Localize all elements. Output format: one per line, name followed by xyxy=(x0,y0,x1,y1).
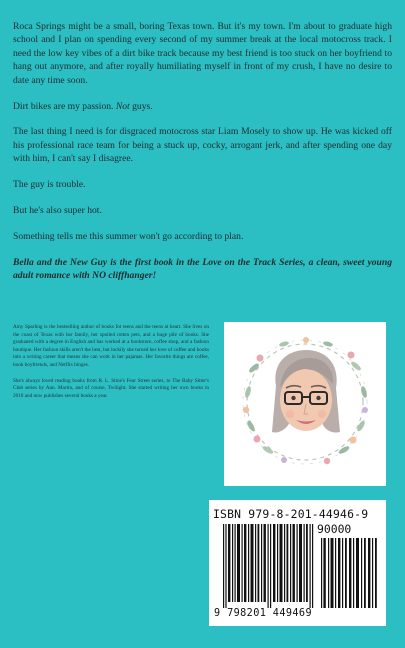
blurb-paragraph xyxy=(13,100,392,113)
author-bio xyxy=(13,324,209,408)
blurb-text: guys. xyxy=(129,100,153,112)
price-code: 90000 xyxy=(317,522,352,536)
blurb-paragraph: The guy is trouble. xyxy=(13,179,86,191)
isbn-barcode xyxy=(209,500,386,626)
bio-paragraph: Amy Sparling is the bestselling author of books for teens and the teens at heart. She lives on the coast of Texas with her family, her spoiled rotten pets, and a huge pile of books. She graduated with a degree in English and has worked at a bookstore, coffee shop, and a fashion boutique. Her fashion skills aren't the best, but luckily she turned her love of coffee and books into a writing career that means she can work in her pajamas. Her favorite things are coffee, book boyfriends, and Netflix binges. xyxy=(13,324,209,368)
bio-paragraph: She's always loved reading books from R. L. Stine's Fear Street series, to The Baby Sitter's Club series by Ann. Martin, and of course, Twilight. She started writing her own books in 2010 and now publishes several books a year. xyxy=(13,377,209,399)
ean-digits: 9 798201 449469 xyxy=(214,608,313,619)
series-tagline: Bella and the New Guy is the first book in the Love on the Track Series, a clean, sweet young adult romance with NO cliffhanger! xyxy=(13,256,392,282)
isbn-number: ISBN 979-8-201-44946-9 xyxy=(213,507,369,521)
addon-barcode-bars xyxy=(321,538,377,608)
blurb-paragraph: But he's also super hot. xyxy=(13,205,102,217)
blurb-emphasis: Not xyxy=(115,100,130,112)
blurb-paragraph: Roca Springs might be a small, boring Texas town. But it's my town. I'm about to graduate high school and I plan on spending every second of my summer break at the local motocross track. I need the low key vibes of a dirt bike track because my best friend is too stuck on her boyfriend to hang out anymore, and after royally humiliating myself in front of my crush, I have no desire to date any time soon. xyxy=(13,21,392,86)
blurb-text: Dirt bikes are my passion. xyxy=(13,100,116,112)
ean-barcode-bars xyxy=(223,524,315,608)
author-illustration xyxy=(224,322,386,486)
author-portrait xyxy=(224,322,386,486)
blurb-paragraph: The last thing I need is for disgraced motocross star Liam Mosely to show up. He was kicked off his professional race team for being a stuck up, cocky, arrogant jerk, and after spending one day with him, I can't say I disagree. xyxy=(13,126,392,165)
back-cover-blurb xyxy=(13,20,392,295)
blurb-paragraph: Something tells me this summer won't go according to plan. xyxy=(13,230,244,242)
